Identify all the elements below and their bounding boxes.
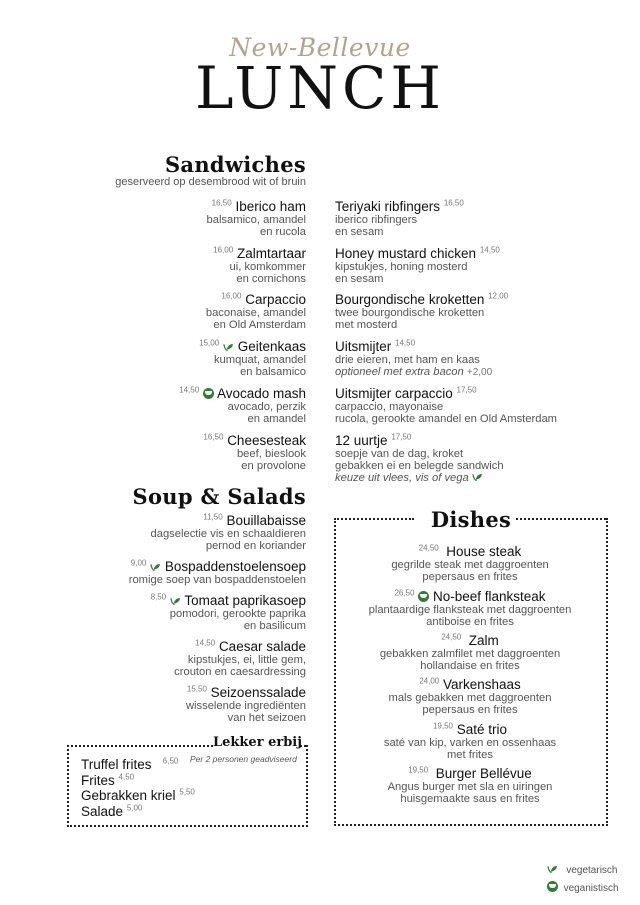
item-price: 14,50 <box>479 245 500 255</box>
item-desc: gebakken zalmfilet met daggroenten <box>379 648 561 660</box>
item-price: 14,50 <box>195 638 216 648</box>
section-title-sandwiches: Sandwiches <box>164 152 306 177</box>
item-name: Iberico ham <box>235 199 306 214</box>
item-name: No-beef flanksteak <box>433 589 546 604</box>
item-name: Caesar salade <box>218 639 306 654</box>
item-price: 14,50 <box>395 338 416 348</box>
item-desc: soepje van de dag, kroket <box>335 448 464 460</box>
item-desc: en basilicum <box>243 620 306 632</box>
menu-item <box>213 246 306 285</box>
item-desc: plantaardige flanksteak met daggroenten <box>368 604 572 616</box>
item-name: Saté trio <box>456 722 508 737</box>
item-name: Bourgondische kroketten <box>335 292 485 307</box>
item-name: Geitenkaas <box>237 339 306 354</box>
item-price: 24,50 <box>441 632 462 642</box>
item-price: 24,00 <box>419 676 440 686</box>
sides-list <box>81 757 195 819</box>
item-price: 8,50 <box>150 592 167 602</box>
item-price: 5,00 <box>126 803 143 812</box>
item-name: Frites <box>81 772 115 788</box>
item-desc: crouton en caesardressing <box>174 666 306 678</box>
item-desc: hollandaise en frites <box>420 660 520 672</box>
item-desc: pomodori, gerookte paprika <box>169 608 306 620</box>
sandwiches-subtitle: geserveerd op desembrood wit of bruin <box>115 176 306 188</box>
item-name: Salade <box>81 803 124 819</box>
item-desc: van het seizoen <box>227 712 306 724</box>
menu-item <box>207 199 307 238</box>
item-price: 26,50 <box>394 588 415 598</box>
item-desc: kipstukjes, ei, little gem, <box>187 654 306 666</box>
menu-item <box>186 685 306 724</box>
item-price: 15,50 <box>186 684 207 694</box>
item-price: 17,50 <box>391 432 412 442</box>
vegetarian-leaf-icon <box>223 342 234 352</box>
item-price: 5,50 <box>179 787 195 797</box>
item-desc: twee bourgondische kroketten <box>335 307 485 319</box>
item-name: Bouillabaisse <box>226 513 306 528</box>
menu-item <box>335 589 605 628</box>
menu-item <box>335 339 492 378</box>
vegan-bowl-icon <box>547 881 558 892</box>
item-desc: pernod en koriander <box>205 540 306 552</box>
menu-item <box>151 513 306 552</box>
menu-item <box>335 633 605 672</box>
menu-item <box>335 544 605 583</box>
item-desc: drie eieren, met ham en kaas <box>335 354 480 366</box>
item-desc: beef, bieslook <box>236 448 306 460</box>
item-desc: gegrilde steak met daggroenten <box>391 559 549 571</box>
menu-item <box>335 199 464 238</box>
item-desc: en provolone <box>241 460 306 472</box>
item-desc: gebakken ei en belegde sandwich <box>335 460 504 472</box>
menu-item <box>335 766 605 805</box>
item-desc: carpaccio, mayonaise <box>335 401 444 413</box>
item-desc: saté van kip, varken en ossenhaas <box>383 737 557 749</box>
item-name: Truffel frites <box>81 757 152 772</box>
item-desc: huisgemaakte saus en frites <box>400 793 540 805</box>
item-note: optioneel met extra bacon <box>335 366 464 378</box>
item-desc: rucola, gerookte amandel en Old Amsterdam <box>335 413 558 425</box>
item-name: House steak <box>446 544 522 559</box>
item-note: keuze uit vlees, vis of vega <box>335 472 469 484</box>
item-desc: Angus burger met sla en uiringen <box>387 781 553 793</box>
item-price: 17,50 <box>456 385 477 395</box>
menu-item <box>174 639 306 678</box>
menu-item <box>129 559 306 586</box>
item-desc: kumquat, amandel <box>213 354 306 366</box>
page-title: LUNCH <box>195 54 445 122</box>
item-desc: met frites <box>446 749 493 761</box>
vegan-bowl-icon <box>203 388 214 399</box>
item-desc: pepersaus en frites <box>422 571 518 583</box>
item-desc: romige soep van bospaddenstoelen <box>128 574 306 586</box>
vegan-bowl-icon <box>418 591 429 602</box>
legend-vegan <box>547 881 619 894</box>
section-title-soup-salads: Soup & Salads <box>132 484 306 509</box>
item-price: 9,00 <box>130 558 147 568</box>
item-name: Avocado mash <box>216 386 306 401</box>
item-price: 19,50 <box>408 765 429 775</box>
menu-item <box>335 677 605 716</box>
brand-name: New-Bellevue <box>229 33 411 62</box>
item-name: Gebrakken kriel <box>81 788 176 803</box>
item-name: Teriyaki ribfingers <box>335 199 441 214</box>
menu-item <box>199 339 306 378</box>
item-name: Zalmtartaar <box>236 246 306 261</box>
menu-item <box>151 593 306 632</box>
item-desc: en balsamico <box>240 366 306 378</box>
legend-vegetarian <box>547 864 617 876</box>
item-price: 16,00 <box>213 245 234 255</box>
item-name: Cheesesteak <box>227 433 306 448</box>
menu-item <box>335 722 605 761</box>
menu-item <box>203 433 306 472</box>
item-desc: met mosterd <box>335 319 398 331</box>
vegetarian-leaf-icon <box>170 596 181 606</box>
item-desc: en sesam <box>335 273 384 285</box>
vegetarian-leaf-icon <box>547 864 558 874</box>
item-price: 24,50 <box>418 543 439 553</box>
sides-title: Lekker erbij <box>213 735 302 750</box>
note-price: +2,00 <box>466 367 493 378</box>
item-desc: kipstukjes, honing mosterd <box>335 261 468 273</box>
item-name: Uitsmijter <box>335 339 392 354</box>
item-desc: balsamico, amandel <box>206 214 306 226</box>
item-desc: ui, komkommer <box>229 261 306 273</box>
item-desc: en amandel <box>247 413 306 425</box>
item-price: 16,00 <box>221 291 242 301</box>
side-item <box>81 773 195 789</box>
item-desc: avocado, perzik <box>227 401 306 413</box>
item-name: 12 uurtje <box>335 433 388 448</box>
item-price: 16,50 <box>211 198 232 208</box>
item-name: Uitsmijter carpaccio <box>335 386 453 401</box>
side-item <box>81 804 195 820</box>
item-desc: en cornichons <box>236 273 306 285</box>
item-desc: wisselende ingrediënten <box>185 700 306 712</box>
item-desc: pepersaus en frites <box>422 704 518 716</box>
side-item <box>81 757 195 773</box>
item-name: Bospaddenstoelensoep <box>164 559 306 574</box>
item-price: 14,50 <box>179 385 200 395</box>
item-name: Varkenshaas <box>443 677 521 692</box>
sides-note: Per 2 personen geadviseerd <box>190 754 297 764</box>
item-desc: dagselectie vis en schaaldieren <box>150 528 306 540</box>
item-price: 4,50 <box>118 772 135 781</box>
item-desc: mals gebakken met daggroenten <box>388 692 552 704</box>
item-desc: iberico ribfingers <box>335 214 418 226</box>
item-desc: baconaise, amandel <box>205 307 306 319</box>
menu-item <box>335 386 557 425</box>
item-price: 15,00 <box>199 338 220 348</box>
item-price: 11,50 <box>203 512 223 522</box>
item-price: 6,50 <box>162 756 179 766</box>
side-item <box>81 788 195 804</box>
item-price: 19,50 <box>432 721 453 731</box>
item-desc: antiboise en frites <box>426 616 514 628</box>
item-name: Carpaccio <box>245 292 306 307</box>
item-name: Zalm <box>468 633 499 648</box>
menu-item <box>335 433 504 484</box>
vegetarian-leaf-icon <box>472 472 483 482</box>
vegetarian-leaf-icon <box>150 562 161 572</box>
item-name: Tomaat paprikasoep <box>184 593 306 608</box>
menu-item <box>206 292 306 331</box>
section-title-dishes: Dishes <box>430 507 512 532</box>
item-price: 12,00 <box>488 291 509 301</box>
item-desc: en Old Amsterdam <box>213 319 306 331</box>
legend-label: veganistisch <box>563 883 619 894</box>
item-name: Seizoenssalade <box>210 685 306 700</box>
item-price: 16,50 <box>443 198 464 208</box>
sides-box-top-border-left <box>67 745 213 747</box>
menu-item <box>335 292 508 331</box>
item-desc: en sesam <box>335 226 384 238</box>
item-name: Honey mustard chicken <box>335 246 477 261</box>
legend-label: vegetarisch <box>566 865 618 876</box>
item-price: 16,50 <box>203 432 224 442</box>
menu-item <box>335 246 500 285</box>
item-name: Burger Bellévue <box>435 766 532 781</box>
menu-item <box>179 386 306 425</box>
item-desc: en rucola <box>259 226 306 238</box>
